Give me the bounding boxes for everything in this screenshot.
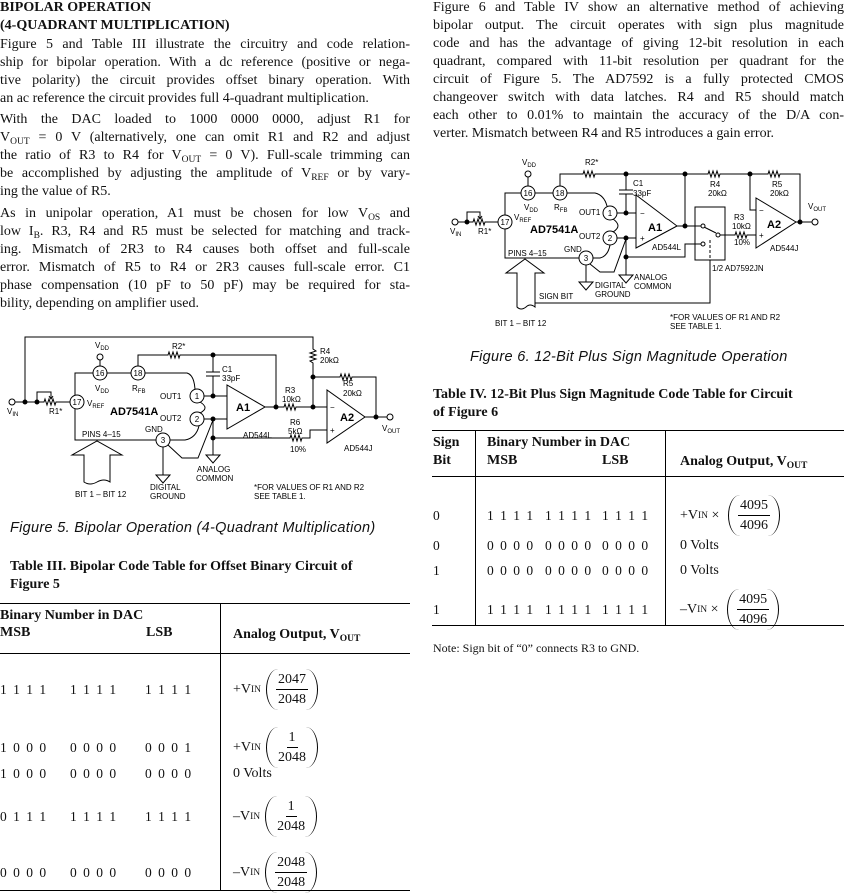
text-line xyxy=(0,36,410,54)
text-segment: Analog Output, V xyxy=(680,454,787,469)
figure-5-caption: Figure 5. Bipolar Operation (4-Quadrant Multiplication) xyxy=(10,520,376,536)
title-line: of Figure 6 xyxy=(433,405,499,420)
c1-value: 33pF xyxy=(222,374,241,383)
digital-ground-label: DIGITAL xyxy=(150,483,181,492)
subscript: OUT xyxy=(181,155,202,165)
text-segment: error. Mismatch of R5 to R4 or 2R3 causes full-scale error. C1 xyxy=(0,260,410,275)
binary-cell: 0 0 0 0 xyxy=(545,563,593,578)
digital-ground-label: GROUND xyxy=(595,290,631,299)
divider xyxy=(432,476,844,477)
binary-cell: 1 0 0 0 xyxy=(0,740,48,755)
subscript: B xyxy=(33,231,40,241)
subscript: OUT xyxy=(10,137,30,147)
binary-cell: 0 0 0 0 xyxy=(602,563,650,578)
fraction: $\frac{1}{2048}$ xyxy=(266,727,318,768)
binary-cell: 0 0 0 0 xyxy=(70,740,118,755)
divider xyxy=(220,603,221,891)
gnd-label: GND xyxy=(145,425,163,434)
r2-label: R2* xyxy=(585,158,599,167)
header-binary: Binary Number in DAC xyxy=(0,608,144,623)
vref-label: $V_{REF}$ xyxy=(514,213,532,224)
divider xyxy=(0,653,410,654)
text-segment: ing the value of R5. xyxy=(0,184,111,199)
binary-cell: 0 1 1 1 xyxy=(0,809,48,824)
text-line xyxy=(0,111,410,129)
divider xyxy=(0,890,410,891)
pin-label: 1 xyxy=(607,209,613,218)
pin-label: 2 xyxy=(607,234,613,243)
heading-line: BIPOLAR OPERATION xyxy=(0,0,152,15)
divider xyxy=(432,625,844,626)
r5-value: 20kΩ xyxy=(770,189,789,198)
c1-label: C1 xyxy=(633,179,644,188)
chip-label: AD7541A xyxy=(530,224,579,236)
figure-6-circuit-diagram xyxy=(440,150,844,340)
text-segment: and xyxy=(380,206,411,221)
table-note: Note: Sign bit of “0” connects R3 to GND. xyxy=(433,641,640,655)
a2-label: A2 xyxy=(340,412,355,424)
text-segment: Figure 6 and Table IV show an alternative method of achieving xyxy=(433,0,844,15)
vdd-label: $V_{DD}$ xyxy=(522,158,537,169)
pin-label: 18 xyxy=(133,369,143,378)
analog-output-cell: +V IN $\frac{1}{2048}$ xyxy=(233,727,318,768)
fraction: $\frac{4095}{4096}$ xyxy=(728,495,780,536)
a1-label: A1 xyxy=(236,402,251,414)
binary-cell: 1 1 1 1 xyxy=(70,809,118,824)
a2-part: AD544J xyxy=(344,444,373,453)
sign-bit-cell: 1 xyxy=(433,563,442,578)
text-line xyxy=(0,165,410,183)
binary-cell: 1 1 1 1 xyxy=(602,508,650,523)
binary-cell: 1 1 1 1 xyxy=(487,602,535,617)
footnote: SEE TABLE 1. xyxy=(670,322,722,331)
figure-6-caption: Figure 6. 12-Bit Plus Sign Magnitude Operation xyxy=(470,349,788,365)
analog-output-cell: +V IN $\frac{2047}{2048}$ xyxy=(233,669,318,710)
text-segment: be accomplished by adjusting the amplitude of V xyxy=(0,166,312,181)
binary-cell: 0 0 0 0 xyxy=(487,563,535,578)
text-line xyxy=(433,125,844,143)
header-output xyxy=(233,626,360,644)
text-segment: phase compensation (10 pF to 50 pF) may be required for sta- xyxy=(0,278,410,293)
text-line xyxy=(433,53,844,71)
vin-label: $V_{IN}$ xyxy=(7,407,19,418)
text-segment: = 0 V (alternatively, one can omit R1 and R2 and adjust xyxy=(29,130,410,145)
text-segment: ing. Mismatch of 2R3 to R4 causes both offset and full-scale xyxy=(0,242,410,257)
switch-label: 1/2 AD7592JN xyxy=(712,264,764,273)
binary-cell: 1 1 1 1 xyxy=(487,508,535,523)
text-line xyxy=(0,54,410,72)
title-line: Table IV. 12-Bit Plus Sign Magnitude Code Table for Circuit xyxy=(433,387,793,402)
paragraph xyxy=(0,111,410,201)
text-line xyxy=(433,89,844,107)
binary-cell: 1 1 1 1 xyxy=(545,508,593,523)
bits-label: BIT 1 – BIT 12 xyxy=(495,319,547,328)
binary-cell: 1 1 1 1 xyxy=(70,682,118,697)
binary-cell: 0 0 0 0 xyxy=(70,766,118,781)
text-line xyxy=(433,107,844,125)
r3-label: R3 xyxy=(734,213,745,222)
text-line xyxy=(0,241,410,259)
r1-label: R1* xyxy=(478,227,492,236)
r5-label: R5 xyxy=(772,180,783,189)
text-segment: Figure 5 and Table III illustrate the circuitry and code relation- xyxy=(0,37,410,52)
out2-label: OUT2 xyxy=(579,232,601,241)
text-segment: quadrant, compared with 11-bit resolution per quadrant for the xyxy=(433,54,844,69)
text-line xyxy=(0,205,410,223)
table-4-title xyxy=(433,386,793,422)
pin-label: 17 xyxy=(72,398,82,407)
gnd-label: GND xyxy=(564,245,582,254)
text-segment: ship for bipolar operation. With a dc reference (positive or nega- xyxy=(0,55,410,70)
binary-cell: 1 1 1 1 xyxy=(545,602,593,617)
table-3-title xyxy=(10,558,353,594)
text-segment: With the DAC loaded to 1000 0000 0000, adjust R1 for xyxy=(0,112,410,127)
c1-value: 33pF xyxy=(633,189,652,198)
r4-label: R4 xyxy=(320,347,331,356)
section-heading xyxy=(0,0,230,35)
text-segment: the ratio of R3 to R4 for V xyxy=(0,148,182,163)
minus-sign: − xyxy=(640,209,645,218)
divider xyxy=(475,430,476,626)
vout-label: $V_{OUT}$ xyxy=(808,202,827,213)
binary-cell: 1 0 0 0 xyxy=(0,766,48,781)
text-segment: Analog Output, V xyxy=(233,627,340,642)
c1-label: C1 xyxy=(222,365,233,374)
text-segment: As in unipolar operation, A1 must be chosen for low V xyxy=(0,206,369,221)
analog-output-cell: 0 Volts xyxy=(680,563,719,578)
chip-label: AD7541A xyxy=(110,406,159,418)
a1-label: A1 xyxy=(648,222,663,234)
subscript: OS xyxy=(368,213,381,223)
text-line xyxy=(0,183,410,201)
binary-cell: 0 0 0 0 xyxy=(0,865,48,880)
r3-value: 10kΩ xyxy=(282,395,301,404)
text-segment: changeover switch with data latches. R4 and R5 should match xyxy=(433,90,844,105)
analog-output-cell: +V IN × $\frac{4095}{4096}$ xyxy=(680,495,780,536)
header-lsb: LSB xyxy=(146,625,173,640)
r6-tolerance: 10% xyxy=(290,445,307,454)
header-msb: MSB xyxy=(0,625,31,640)
sign-bit-cell: 0 xyxy=(433,538,442,553)
binary-cell: 0 0 0 0 xyxy=(70,865,118,880)
a1-part: AD544L xyxy=(652,243,681,252)
fraction: $\frac{2048}{2048}$ xyxy=(265,852,317,893)
text-line xyxy=(0,129,410,147)
pin-label: 16 xyxy=(523,189,533,198)
header-binary: Binary Number in DAC xyxy=(487,435,631,450)
header-output xyxy=(680,453,807,471)
paragraph xyxy=(433,0,844,143)
bits-label: BIT 1 – BIT 12 xyxy=(75,490,127,499)
analog-output-cell: 0 Volts xyxy=(233,766,272,781)
text-segment: or by vary- xyxy=(328,166,410,181)
r2-label: R2* xyxy=(172,342,186,351)
rfb-label: $R_{FB}$ xyxy=(554,203,568,214)
divider xyxy=(0,603,410,604)
text-segment: bipolar output. The circuit operates with sign plus magnitude xyxy=(433,18,844,33)
pins-label: PINS 4–15 xyxy=(82,430,121,439)
out1-label: OUT1 xyxy=(579,208,601,217)
header-msb: MSB xyxy=(487,453,518,468)
title-line: Table III. Bipolar Code Table for Offset Binary Circuit of xyxy=(10,559,353,574)
subscript: OUT xyxy=(786,461,808,471)
binary-cell: 0 0 0 1 xyxy=(145,740,193,755)
out2-label: OUT2 xyxy=(160,414,182,423)
analog-common-label: ANALOG xyxy=(197,465,231,474)
a2-part: AD544J xyxy=(770,244,799,253)
out1-label: OUT1 xyxy=(160,392,182,401)
r4-value: 20kΩ xyxy=(320,356,339,365)
r5-value: 20kΩ xyxy=(343,389,362,398)
text-segment: low I xyxy=(0,224,34,239)
footnote: SEE TABLE 1. xyxy=(254,492,306,501)
plus-sign: + xyxy=(759,231,764,240)
analog-common-label: ANALOG xyxy=(634,273,668,282)
text-line xyxy=(433,71,844,89)
binary-cell: 0 0 0 0 xyxy=(145,766,193,781)
pin-label: 2 xyxy=(194,415,200,424)
binary-cell: 0 0 0 0 xyxy=(545,538,593,553)
sign-bit-cell: 0 xyxy=(433,508,442,523)
minus-sign: − xyxy=(759,206,764,215)
vout-label: $V_{OUT}$ xyxy=(382,424,401,435)
pin-label: 1 xyxy=(194,392,200,401)
text-line xyxy=(433,17,844,35)
r1-label: R1* xyxy=(49,407,63,416)
r4-label: R4 xyxy=(710,180,721,189)
fraction: $\frac{1}{2048}$ xyxy=(265,796,317,837)
r3-tolerance: 10% xyxy=(734,238,751,247)
header-sign: Sign xyxy=(433,435,460,450)
sign-bit-label: SIGN BIT xyxy=(539,292,574,301)
header-lsb: LSB xyxy=(602,453,629,468)
binary-cell: 0 0 0 0 xyxy=(145,865,193,880)
r6-label: R6 xyxy=(290,418,301,427)
text-line xyxy=(0,223,410,241)
plus-sign: + xyxy=(330,426,335,435)
divider xyxy=(665,430,666,626)
bus-arrow xyxy=(506,259,544,309)
minus-sign: − xyxy=(330,403,335,412)
r3-value: 10kΩ xyxy=(732,222,751,231)
analog-output-cell: –V IN $\frac{2048}{2048}$ xyxy=(233,852,317,893)
vdd-label: $V_{DD}$ xyxy=(524,203,539,214)
pin-label: 17 xyxy=(500,218,510,227)
analog-output-cell: 0 Volts xyxy=(680,538,719,553)
text-segment: verter. Mismatch between R4 and R5 introduces a gain error. xyxy=(433,126,774,141)
sign-bit-cell: 1 xyxy=(433,602,442,617)
binary-cell: 1 1 1 1 xyxy=(0,682,48,697)
binary-cell: 0 0 0 0 xyxy=(602,538,650,553)
binary-cell: 1 1 1 1 xyxy=(602,602,650,617)
text-segment: . R3, R4 and R5 must be selected for matching and track- xyxy=(39,224,410,239)
text-segment: = 0 V). Full-scale trimming can xyxy=(201,148,410,163)
text-line xyxy=(0,295,410,313)
analog-common-label: COMMON xyxy=(634,282,672,291)
figure-5-circuit-diagram xyxy=(0,330,410,510)
text-segment: code and has the advantage of giving 12-bit resolution in each xyxy=(433,36,844,51)
analog-output-cell: –V IN × $\frac{4095}{4096}$ xyxy=(680,589,779,630)
r5-label: R5 xyxy=(343,379,354,388)
text-segment: V xyxy=(0,130,11,145)
header-bit: Bit xyxy=(433,453,451,468)
text-segment: circuit of Figure 5. The AD7592 is a fully protected CMOS xyxy=(433,72,844,87)
paragraph xyxy=(0,205,410,313)
footnote: *FOR VALUES OF R1 AND R2 xyxy=(670,313,781,322)
a1-part: AD544L xyxy=(243,431,272,440)
digital-ground-label: DIGITAL xyxy=(595,281,626,290)
binary-cell: 1 1 1 1 xyxy=(145,809,193,824)
text-segment: each other to 0.01% to maintain the accuracy of the D/A con- xyxy=(433,108,844,123)
binary-cell: 0 0 0 0 xyxy=(487,538,535,553)
text-line xyxy=(0,277,410,295)
subscript: REF xyxy=(311,173,329,183)
pins-label: PINS 4–15 xyxy=(508,249,547,258)
footnote: *FOR VALUES OF R1 AND R2 xyxy=(254,483,365,492)
text-segment: an ac reference the circuit provides full 4-quadrant multiplication. xyxy=(0,91,369,106)
text-line xyxy=(433,0,844,17)
pin-label: 18 xyxy=(555,189,565,198)
plus-sign: + xyxy=(640,234,645,243)
text-line xyxy=(0,90,410,108)
text-line xyxy=(433,35,844,53)
subscript: OUT xyxy=(339,634,361,644)
analog-common-label: COMMON xyxy=(196,474,234,483)
pin-label: 3 xyxy=(160,436,166,445)
vdd-label: $V_{DD}$ xyxy=(95,384,110,395)
fraction: $\frac{4095}{4096}$ xyxy=(727,589,779,630)
r4-value: 20kΩ xyxy=(708,189,727,198)
r3-label: R3 xyxy=(285,386,296,395)
text-line xyxy=(0,72,410,90)
analog-output-cell: –V IN $\frac{1}{2048}$ xyxy=(233,796,317,837)
heading-line: (4-QUADRANT MULTIPLICATION) xyxy=(0,18,230,33)
text-line xyxy=(0,259,410,277)
vref-label: $V_{REF}$ xyxy=(87,399,105,410)
r6-value: 5kΩ xyxy=(288,427,303,436)
text-segment: bility, depending on amplifier used. xyxy=(0,296,199,311)
text-line xyxy=(0,147,410,165)
a2-label: A2 xyxy=(767,219,782,231)
paragraph xyxy=(0,36,410,108)
rfb-label: $R_{FB}$ xyxy=(132,384,146,395)
divider xyxy=(432,430,844,431)
binary-cell: 1 1 1 1 xyxy=(145,682,193,697)
bus-arrow xyxy=(72,441,122,484)
vdd-label: $V_{DD}$ xyxy=(95,341,110,352)
pin-label: 3 xyxy=(583,254,589,263)
digital-ground-label: GROUND xyxy=(150,492,186,501)
text-segment: tive polarity) the circuit provides offset binary operation. With xyxy=(0,73,410,88)
fraction: $\frac{2047}{2048}$ xyxy=(266,669,318,710)
vin-label: $V_{IN}$ xyxy=(450,227,462,238)
title-line: Figure 5 xyxy=(10,577,60,592)
pin-label: 16 xyxy=(95,369,105,378)
